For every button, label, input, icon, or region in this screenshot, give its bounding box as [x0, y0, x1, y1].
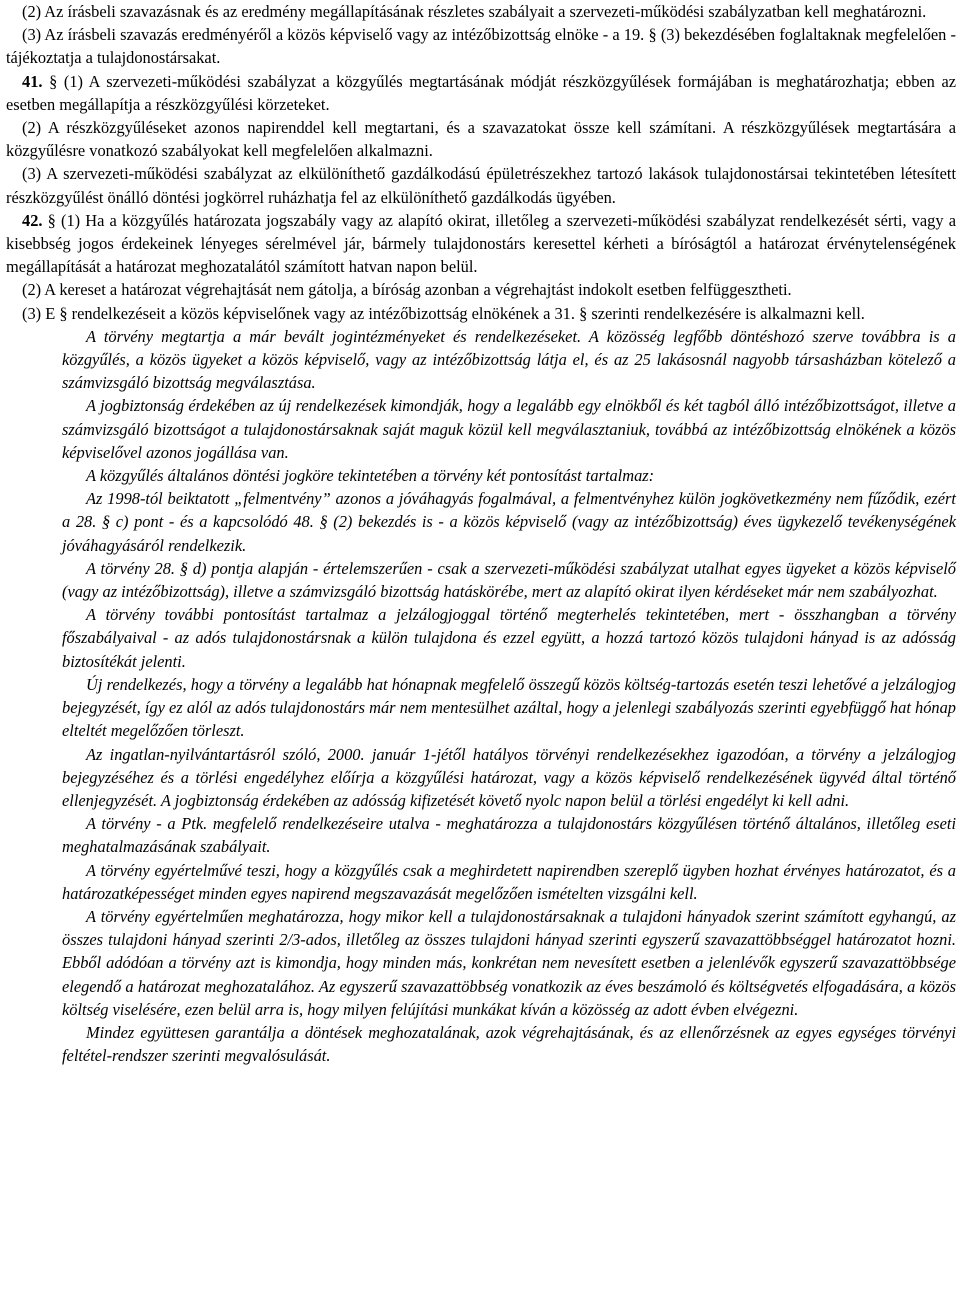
- section-42-paragraph-1: [6, 209, 956, 279]
- paragraph-text: (2) Az írásbeli szavazásnak és az eredmény megállapításának részletes szabályait a szervezeti-működési szabályzatban kell meghatározni.: [22, 2, 927, 21]
- commentary-paragraph: Az ingatlan-nyilvántartásról szóló, 2000. január 1-jétől hatályos törvényi rendelkezésekhez igazodóan, a törvény a jelzálogjog bejegyzéséhez és a törlési engedélyhez előírja a közgyűlési határozat, vagy a közös képviselő rendelkezésének ügyvéd által történő ellenjegyzését. A jogbiztonság érdekében az adósság kifizetését követő nyolc napon belül a törlési engedélyt ki kell adni.: [62, 744, 956, 810]
- commentary-paragraph: A törvény további pontosítást tartalmaz a jelzálogjoggal történő megterhelés tekintetében, mert - összhangban a törvény főszabályaival - az adós tulajdonostársnak a külön tulajdona és ezzel együtt, a hozzá tartozó közös tulajdoni hányad is az adósság biztosítékát jelenti.: [62, 605, 956, 671]
- section-41-paragraph-3: [6, 162, 956, 208]
- section-number: 42.: [22, 210, 43, 230]
- section-number: 41.: [22, 71, 43, 91]
- commentary-paragraph: A jogbiztonság érdekében az új rendelkezések kimondják, hogy a legalább egy elnökből és két tagból álló intézőbizottságot, illetve a számvizsgáló bizottságot a tulajdonostársaknak saját maguk közül kell megválasztaniuk, továbbá az intézőbizottság elnökének a közös képviselővel azonos jogállása van.: [62, 396, 956, 462]
- paragraph-text: (3) Az írásbeli szavazás eredményéről a közös képviselő vagy az intézőbizottság elnöke - a 19. § (3) bekezdésében foglaltaknak megfelelően - tájékoztatja a tulajdonostársakat.: [6, 25, 956, 68]
- law-paragraph-2: [6, 23, 956, 69]
- commentary-paragraph: A törvény megtartja a már bevált jogintézményeket és rendelkezéseket. A közösség legfőbb döntéshozó szerve továbbra is a közgyűlés, a közös ügyeket a közös képviselő, vagy az intézőbizottság látja el, és az 25 lakásosnál nagyobb társasházban kötelező a számvizsgáló bizottság megválasztása.: [62, 326, 956, 393]
- paragraph-text: § (1) A szervezeti-működési szabályzat a közgyűlés megtartásának módját részközgyűlések formájában is meghatározhatja; ebben az esetben megállapítja a részközgyűlési körzeteket.: [6, 71, 956, 114]
- section-42-paragraph-2: [6, 278, 956, 301]
- section-42-paragraph-3: [6, 302, 956, 325]
- law-paragraph-1: [6, 0, 956, 23]
- commentary-paragraph: A törvény - a Ptk. megfelelő rendelkezéseire utalva - meghatározza a tulajdonostárs közgyűlésen történő általános, illetőleg eseti meghatalmazásának szabályait.: [62, 814, 956, 857]
- commentary-paragraph: A törvény 28. § d) pontja alapján - értelemszerűen - csak a szervezeti-működési szabályzat utalhat egyes ügyeket a közös képviselő (vagy az intézőbizottság), illetve a számvizsgáló bizottság hatáskörébe, mert az alapító okirat ilyen kérdéseket már nem szabályozhat.: [62, 558, 956, 602]
- paragraph-text: (3) E § rendelkezéseit a közös képviselőnek vagy az intézőbizottság elnökének a 31. § szerinti rendelkezésére is alkalmazni kell.: [22, 303, 865, 323]
- section-41-paragraph-2: [6, 116, 956, 162]
- paragraph-text: (3) A szervezeti-működési szabályzat az elkülöníthető gazdálkodású épületrészekhez tartozó lakások tulajdonostársai tekintetében létesített részközgyűlést önálló döntési jogkörrel ruházhatja fel az elkülöníthető gazdálkodás ügyében.: [6, 164, 956, 207]
- commentary-paragraph: Mindez együttesen garantálja a döntések meghozatalának, azok végrehajtásának, és az ellenőrzésnek az egyes egységes törvényi feltétel-rendszer szerinti megvalósulását.: [62, 1022, 956, 1066]
- paragraph-text: (2) A részközgyűléseket azonos napirenddel kell megtartani, és a szavazatokat össze kell számítani. A részközgyűlések megtartására a közgyűlésre vonatkozó szabályokat kell megfelelően alkalmazni.: [6, 118, 956, 161]
- commentary-paragraph: Az 1998-tól beiktatott „felmentvény” azonos a jóváhagyás fogalmával, a felmentvényhez külön jogkövetkezmény nem fűződik, ezért a 28. § c) pont - és a kapcsolódó 48. § (2) bekezdés is - a közös képviselő (vagy az intézőbizottság) éves ügykezelő tevékenységének jóváhagyásáról rendelkezik.: [62, 489, 956, 555]
- paragraph-text: (2) A kereset a határozat végrehajtását nem gátolja, a bíróság azonban a végrehajtást indokolt esetben felfüggesztheti.: [22, 280, 792, 300]
- commentary-paragraph: A közgyűlés általános döntési jogköre tekintetében a törvény két pontosítást tartalmaz:: [86, 466, 655, 486]
- document-page: [6, 0, 956, 1067]
- section-41-paragraph-1: [6, 70, 956, 116]
- commentary-paragraph: A törvény egyértelműen meghatározza, hogy mikor kell a tulajdonostársaknak a tulajdoni hányadok szerint számított egyhangú, az összes tulajdoni hányad szerinti 2/3-ados, illetőleg az összes tulajdoni hányad szerinti egyszerű szavazattöbbséggel határozatot hozni. Ebből adódóan a törvény azt is kimondja, hogy minden más, konkrétan nem nevesített esetben a jelenlévők egyszerű szavazattöbbsége elegendő a határozat meghozatalához. Az egyszerű szavazattöbbség vonatkozik az éves beszámoló és költségvetés elfogadására, a közös költség viselésére, ezen belül arra is, hogy milyen felújítási munkákat kíván a közösség az adott évben elvégezni.: [62, 906, 956, 1019]
- commentary-paragraph: Új rendelkezés, hogy a törvény a legalább hat hónapnak megfelelő összegű közös költség-tartozás esetén teszi lehetővé a jelzálogjog bejegyzését, így ez alól az adós tulajdonostárs már nem mentesülhet azáltal, hogy a jelenlegi szabályozás szerinti egyebfüggő hat hónap elteltét megelőzően törleszt.: [62, 674, 956, 741]
- paragraph-text: § (1) Ha a közgyűlés határozata jogszabály vagy az alapító okirat, illetőleg a szervezeti-működési szabályzat rendelkezését sérti, vagy a kisebbség jogos érdekeinek lényeges sérelmével jár, bármely tulajdonostárs keresettel kérheti a bíróságtól a határozat érvénytelenségének megállapítását a határozat meghozatalától számított hatvan napon belül.: [6, 210, 956, 277]
- commentary-paragraph: A törvény egyértelművé teszi, hogy a közgyűlés csak a meghirdetett napirendben szereplő ügyben hozhat érvényes határozatot, és a határozatképességet minden egyes napirend megszavazását megelőzően ismételten vizsgálni kell.: [62, 860, 956, 903]
